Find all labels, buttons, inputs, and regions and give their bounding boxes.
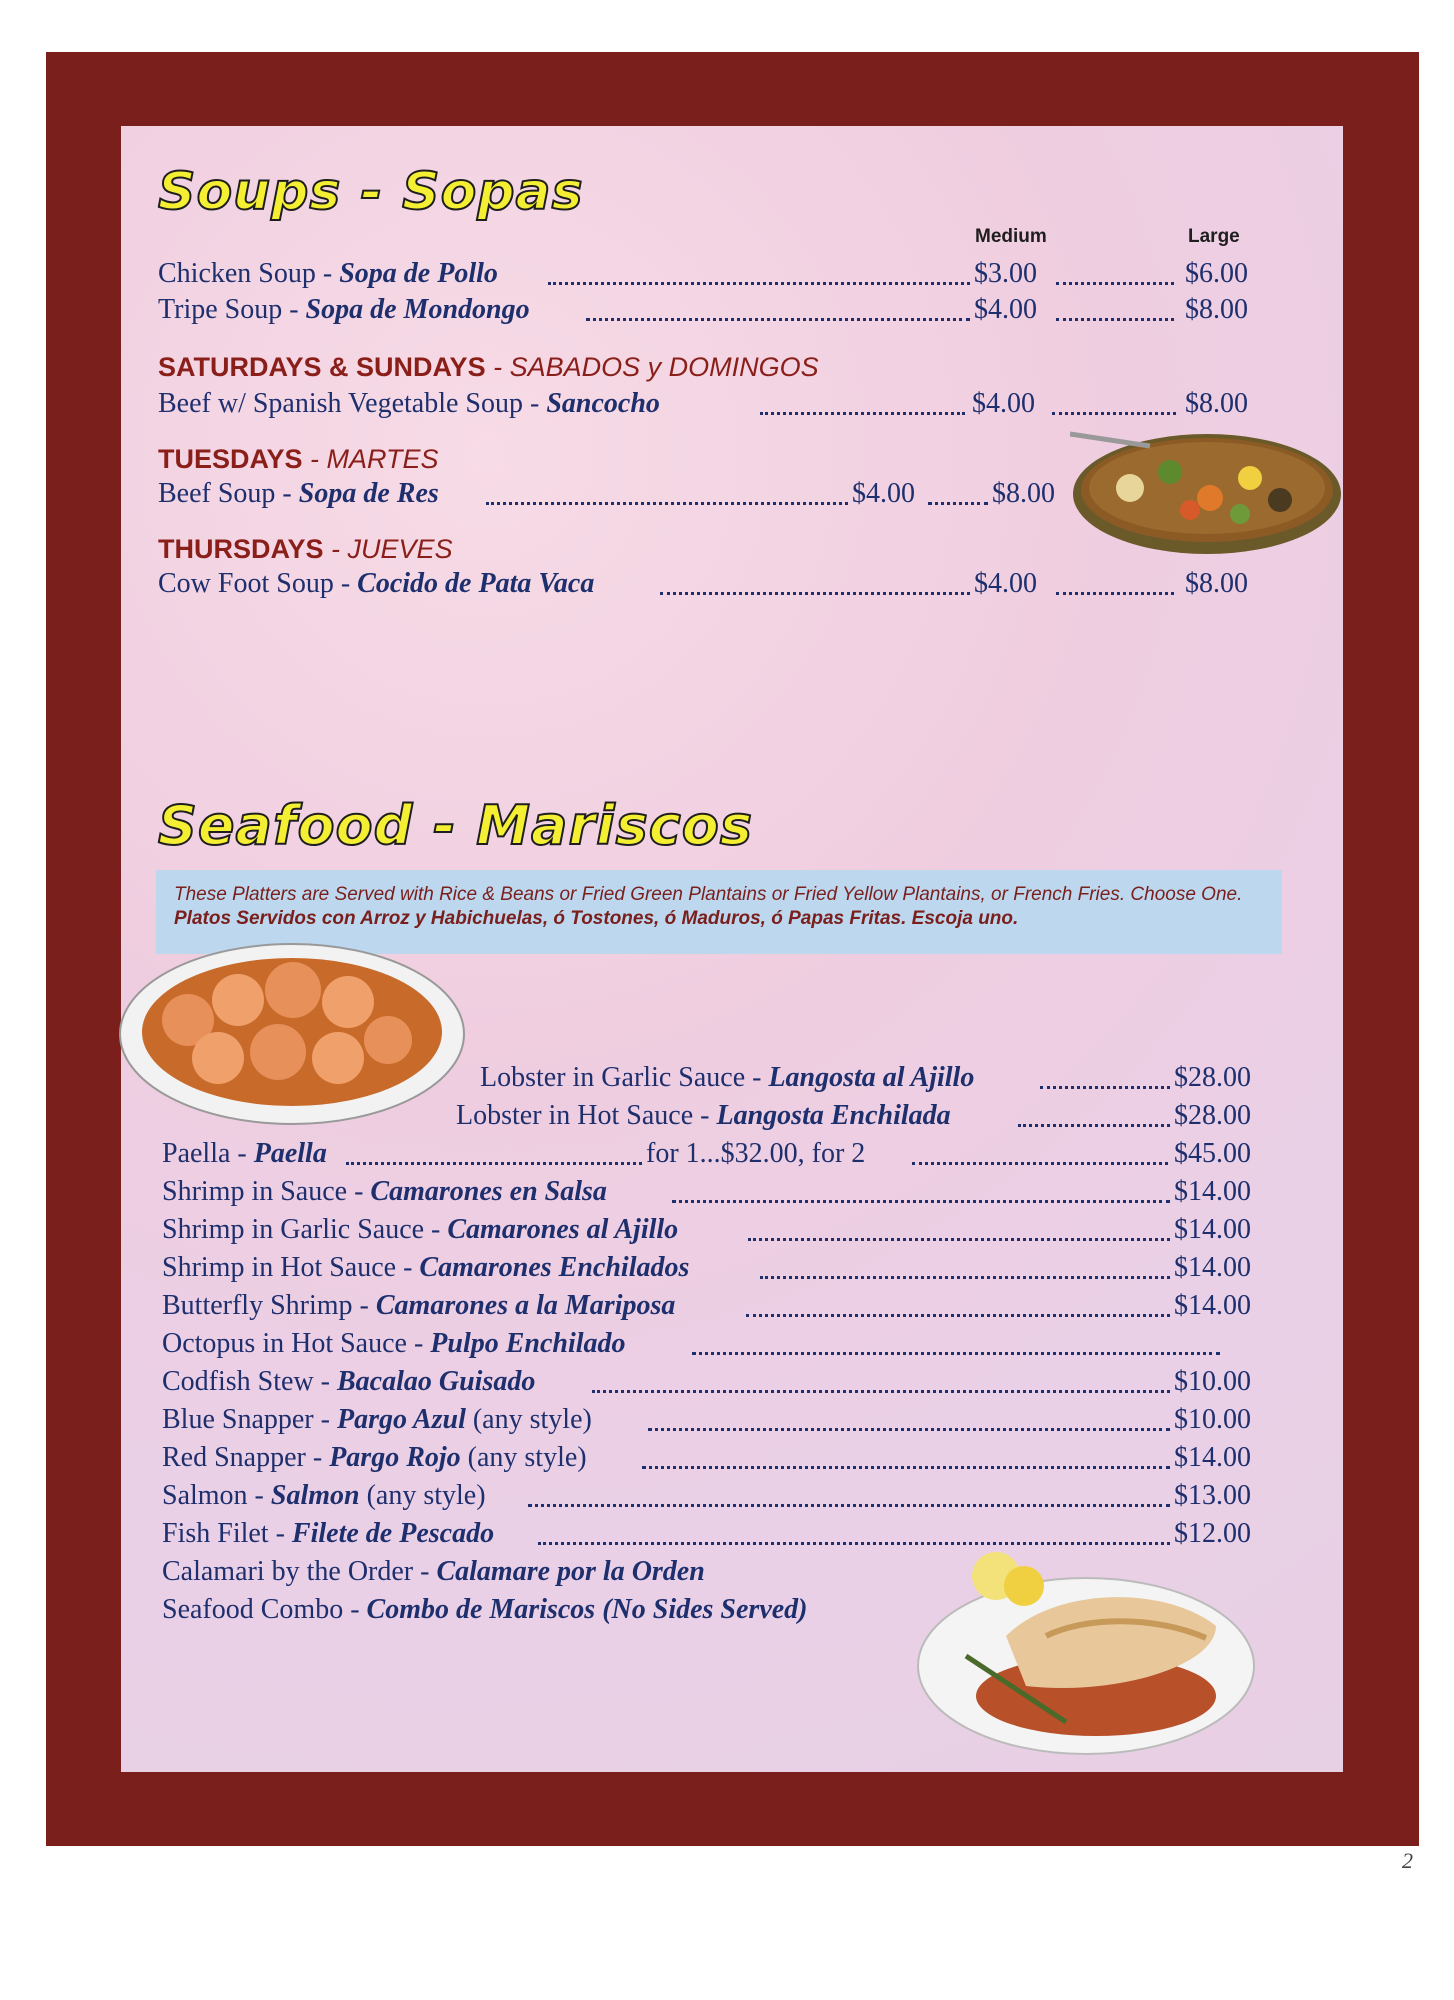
menu-item-seafood bbox=[162, 1138, 327, 1170]
item-name-en: Fish Filet - bbox=[162, 1518, 292, 1549]
price-large: $8.00 bbox=[1185, 388, 1248, 419]
dot-leader bbox=[912, 1162, 1168, 1165]
item-name-en: Calamari by the Order - bbox=[162, 1556, 437, 1587]
item-name-en: Chicken Soup - bbox=[158, 258, 340, 289]
menu-item-tripe-soup bbox=[158, 294, 530, 326]
menu-item-seafood bbox=[162, 1176, 607, 1208]
soups-heading: Soups - Sopas bbox=[158, 162, 584, 222]
price: $10.00 bbox=[1174, 1404, 1251, 1435]
price: $45.00 bbox=[1174, 1138, 1251, 1169]
medium-column-header: Medium bbox=[975, 226, 1047, 247]
dot-leader bbox=[528, 1504, 1170, 1507]
menu-item-seafood bbox=[162, 1366, 535, 1398]
item-name-en: Shrimp in Hot Sauce - bbox=[162, 1252, 420, 1283]
soup-bowl-image bbox=[1070, 428, 1344, 558]
day-en: SATURDAYS & SUNDAYS bbox=[158, 352, 486, 382]
dot-leader bbox=[1052, 412, 1176, 415]
item-name-en: Lobster in Garlic Sauce - bbox=[480, 1062, 769, 1093]
item-name-es: Calamare por la Orden bbox=[436, 1556, 705, 1587]
dot-leader bbox=[1018, 1124, 1170, 1127]
price: $14.00 bbox=[1174, 1176, 1251, 1207]
item-style-note: (any style) bbox=[465, 1404, 592, 1435]
price-medium: $3.00 bbox=[974, 258, 1037, 289]
price: $10.00 bbox=[1174, 1366, 1251, 1397]
dot-leader bbox=[1056, 282, 1174, 285]
seafood-heading: Seafood - Mariscos bbox=[158, 794, 754, 857]
price: $14.00 bbox=[1174, 1290, 1251, 1321]
item-name-es: Sopa de Pollo bbox=[339, 258, 498, 289]
item-name-es: Salmon bbox=[270, 1480, 360, 1511]
price-medium: $4.00 bbox=[974, 294, 1037, 325]
paella-portion-prices: for 1...$32.00, for 2 bbox=[646, 1138, 866, 1169]
day-es: - JUEVES bbox=[323, 534, 453, 564]
dot-leader bbox=[538, 1542, 1170, 1545]
item-name-en: Butterfly Shrimp - bbox=[162, 1290, 376, 1321]
item-name-en: Paella - bbox=[162, 1138, 254, 1169]
day-heading-thursday bbox=[158, 534, 453, 565]
item-name-en: Beef w/ Spanish Vegetable Soup - bbox=[158, 388, 547, 419]
menu-item-chicken-soup bbox=[158, 258, 498, 290]
item-name-en: Salmon - bbox=[162, 1480, 271, 1511]
item-name-en: Codfish Stew - bbox=[162, 1366, 337, 1397]
dot-leader bbox=[672, 1200, 1170, 1203]
dot-leader bbox=[548, 282, 970, 285]
large-column-header: Large bbox=[1188, 226, 1240, 247]
item-name-es: Camarones a la Mariposa bbox=[375, 1290, 676, 1321]
dot-leader bbox=[486, 502, 848, 505]
price: $14.00 bbox=[1174, 1442, 1251, 1473]
dot-leader bbox=[760, 412, 965, 415]
menu-item-seafood bbox=[162, 1594, 808, 1626]
dot-leader bbox=[642, 1466, 1170, 1469]
price: $28.00 bbox=[1174, 1062, 1251, 1093]
item-name-es: Combo de Mariscos (No Sides Served) bbox=[366, 1594, 808, 1625]
dot-leader bbox=[660, 592, 970, 595]
item-name-es: Paella bbox=[253, 1138, 327, 1169]
sides-note-en: These Platters are Served with Rice & Beans or Fried Green Plantains or Fried Yellow Plantains, or French Fries. Choose One. bbox=[174, 884, 1243, 905]
menu-item-cow-foot-soup bbox=[158, 568, 594, 600]
menu-item-seafood bbox=[162, 1480, 486, 1512]
day-es: - SABADOS y DOMINGOS bbox=[485, 352, 819, 382]
menu-item-seafood bbox=[162, 1518, 494, 1550]
item-name-es: Sancocho bbox=[546, 388, 660, 419]
dot-leader bbox=[760, 1276, 1170, 1279]
item-name-en: Seafood Combo - bbox=[162, 1594, 367, 1625]
menu-item-seafood bbox=[480, 1062, 974, 1094]
item-name-es: Camarones al Ajillo bbox=[447, 1214, 679, 1245]
fish-plate-image bbox=[916, 1546, 1256, 1758]
dot-leader bbox=[586, 318, 970, 321]
menu-item-seafood bbox=[162, 1442, 587, 1474]
day-en: TUESDAYS bbox=[158, 444, 303, 474]
dot-leader bbox=[928, 502, 988, 505]
item-name-en: Octopus in Hot Sauce - bbox=[162, 1328, 431, 1359]
price: $28.00 bbox=[1174, 1100, 1251, 1131]
item-name-es: Pulpo Enchilado bbox=[430, 1328, 626, 1359]
price: $14.00 bbox=[1174, 1214, 1251, 1245]
dot-leader bbox=[346, 1162, 642, 1165]
item-name-es: Langosta al Ajillo bbox=[768, 1062, 975, 1093]
menu-item-seafood bbox=[162, 1556, 705, 1588]
day-heading-weekend bbox=[158, 352, 819, 383]
item-name-en: Red Snapper - bbox=[162, 1442, 330, 1473]
day-es: - MARTES bbox=[302, 444, 439, 474]
price-large: $6.00 bbox=[1185, 258, 1248, 289]
item-name-es: Pargo Rojo bbox=[329, 1442, 461, 1473]
item-style-note: (any style) bbox=[359, 1480, 486, 1511]
item-name-es: Cocido de Pata Vaca bbox=[357, 568, 595, 599]
price-large: $8.00 bbox=[1185, 568, 1248, 599]
item-name-en: Beef Soup - bbox=[158, 478, 299, 509]
item-name-es: Sopa de Mondongo bbox=[305, 294, 530, 325]
menu-item-seafood bbox=[162, 1404, 592, 1436]
price-medium: $4.00 bbox=[974, 568, 1037, 599]
dot-leader bbox=[746, 1314, 1170, 1317]
day-heading-tuesday bbox=[158, 444, 439, 475]
dot-leader bbox=[1040, 1086, 1170, 1089]
item-name-en: Cow Foot Soup - bbox=[158, 568, 358, 599]
price: $14.00 bbox=[1174, 1252, 1251, 1283]
item-name-en: Lobster in Hot Sauce - bbox=[456, 1100, 717, 1131]
dot-leader bbox=[592, 1390, 1170, 1393]
price: $13.00 bbox=[1174, 1480, 1251, 1511]
item-name-en: Tripe Soup - bbox=[158, 294, 306, 325]
menu-item-seafood bbox=[162, 1290, 675, 1322]
item-name-es: Camarones en Salsa bbox=[370, 1176, 607, 1207]
sides-note-es: Platos Servidos con Arroz y Habichuelas, ó Tostones, ó Maduros, ó Papas Fritas. Escoja uno. bbox=[174, 908, 1019, 929]
price: $12.00 bbox=[1174, 1518, 1251, 1549]
dot-leader bbox=[692, 1352, 1220, 1355]
menu-item-sopa-de-res bbox=[158, 478, 439, 510]
item-name-en: Shrimp in Garlic Sauce - bbox=[162, 1214, 448, 1245]
day-en: THURSDAYS bbox=[158, 534, 324, 564]
item-name-en: Shrimp in Sauce - bbox=[162, 1176, 371, 1207]
item-name-es: Langosta Enchilada bbox=[716, 1100, 951, 1131]
item-style-note: (any style) bbox=[460, 1442, 587, 1473]
price-large: $8.00 bbox=[992, 478, 1055, 509]
price-medium: $4.00 bbox=[852, 478, 915, 509]
menu-item-seafood bbox=[162, 1252, 689, 1284]
dot-leader bbox=[648, 1428, 1170, 1431]
menu-item-sancocho bbox=[158, 388, 660, 420]
item-name-es: Sopa de Res bbox=[298, 478, 439, 509]
menu-item-seafood bbox=[162, 1214, 678, 1246]
page-number: 2 bbox=[1402, 1848, 1413, 1873]
dot-leader bbox=[748, 1238, 1170, 1241]
shrimp-plate-image bbox=[118, 940, 466, 1128]
item-name-es: Bacalao Guisado bbox=[337, 1366, 536, 1397]
menu-item-seafood bbox=[162, 1328, 626, 1360]
item-name-es: Camarones Enchilados bbox=[419, 1252, 690, 1283]
menu-item-seafood bbox=[456, 1100, 951, 1132]
item-name-es: Filete de Pescado bbox=[291, 1518, 495, 1549]
item-name-en: Blue Snapper - bbox=[162, 1404, 337, 1435]
item-name-es: Pargo Azul bbox=[336, 1404, 466, 1435]
price-large: $8.00 bbox=[1185, 294, 1248, 325]
dot-leader bbox=[1056, 318, 1174, 321]
price-medium: $4.00 bbox=[972, 388, 1035, 419]
dot-leader bbox=[1056, 592, 1174, 595]
